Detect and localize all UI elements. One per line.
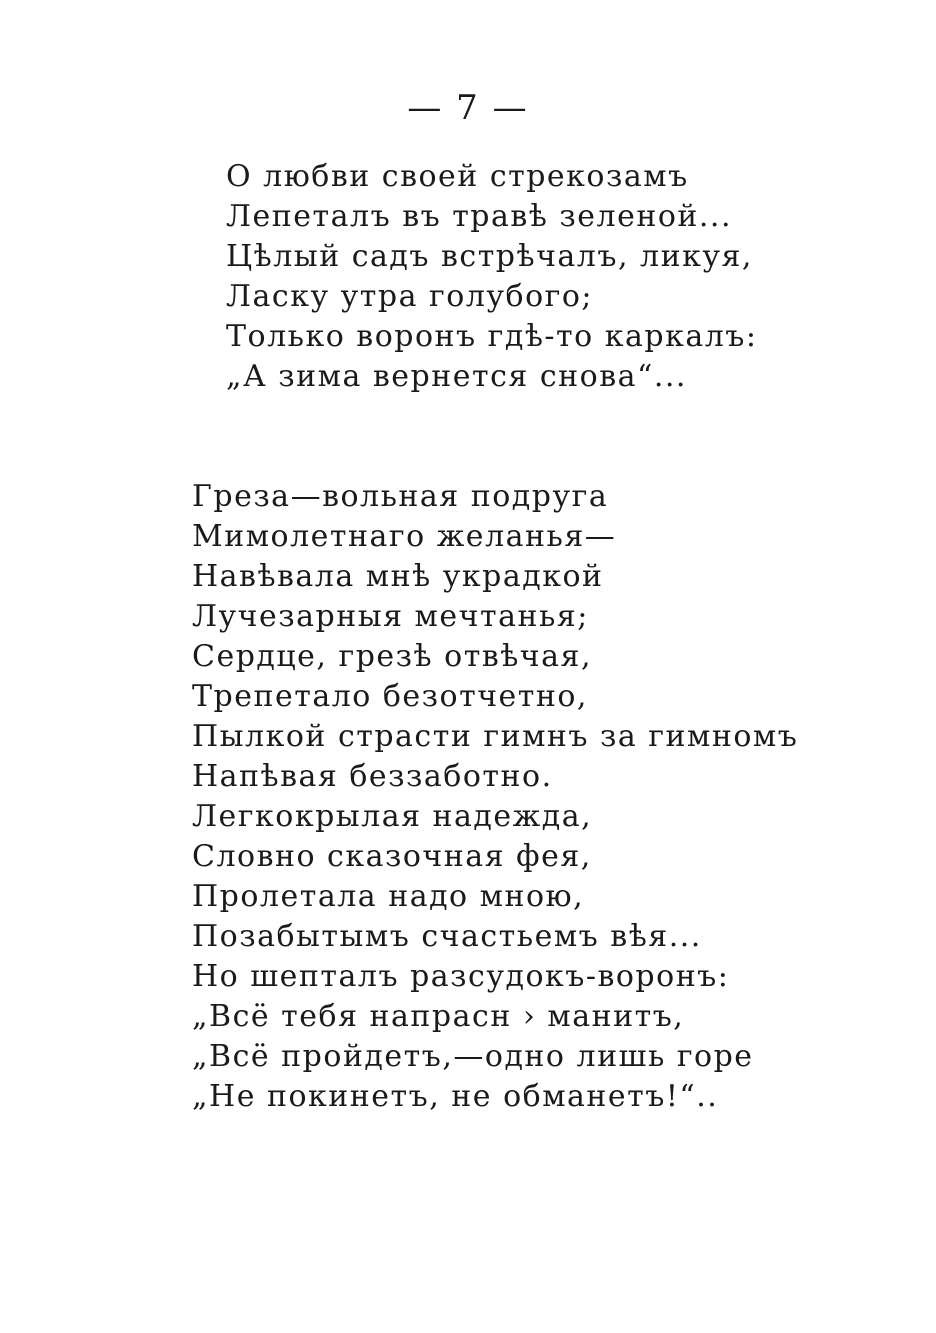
poem-line: Пролетала надо мною,: [192, 879, 585, 914]
poem-line: Сердце, грезѣ отвѣчая,: [192, 639, 592, 674]
poem-line: Цѣлый садъ встрѣчалъ, ликуя,: [226, 239, 753, 274]
poem-line: „Не покинетъ, не обманетъ!“..: [192, 1079, 719, 1114]
poem-line: Но шепталъ разсудокъ-воронъ:: [192, 959, 730, 994]
stanza-2: [192, 477, 798, 1117]
poem-line: „Всё тебя напрасн › манитъ,: [192, 999, 685, 1034]
poem-line: Мимолетнаго желанья—: [192, 519, 617, 554]
page-number: — 7 —: [407, 88, 529, 128]
poem-line: Только воронъ гдѣ-то каркалъ:: [226, 319, 758, 354]
poem-line: Ласку утра голубого;: [226, 279, 594, 314]
stanza-1: [226, 157, 757, 397]
poem-line: Пылкой страсти гимнъ за гимномъ: [192, 719, 799, 754]
poem-line: Лепеталъ въ травѣ зеленой...: [226, 199, 733, 234]
poem-line: О любви своей стрекозамъ: [226, 159, 689, 194]
poem-line: Лучезарныя мечтанья;: [192, 599, 589, 634]
poem-line: „Всё пройдетъ,—одно лишь горе: [192, 1039, 754, 1074]
poem-line: Напѣвая беззаботно.: [192, 759, 553, 794]
poem-line: Позабытымъ счастьемъ вѣя...: [192, 919, 702, 954]
poem-line: Словно сказочная фея,: [192, 839, 592, 874]
poem-line: Навѣвала мнѣ украдкой: [192, 559, 604, 594]
poem-line: Легкокрылая надежда,: [192, 799, 593, 834]
poem-line: „А зима вернется снова“...: [226, 359, 687, 394]
poem-line: Греза—вольная подруга: [192, 479, 609, 514]
poem-line: Трепетало безотчетно,: [192, 679, 588, 714]
